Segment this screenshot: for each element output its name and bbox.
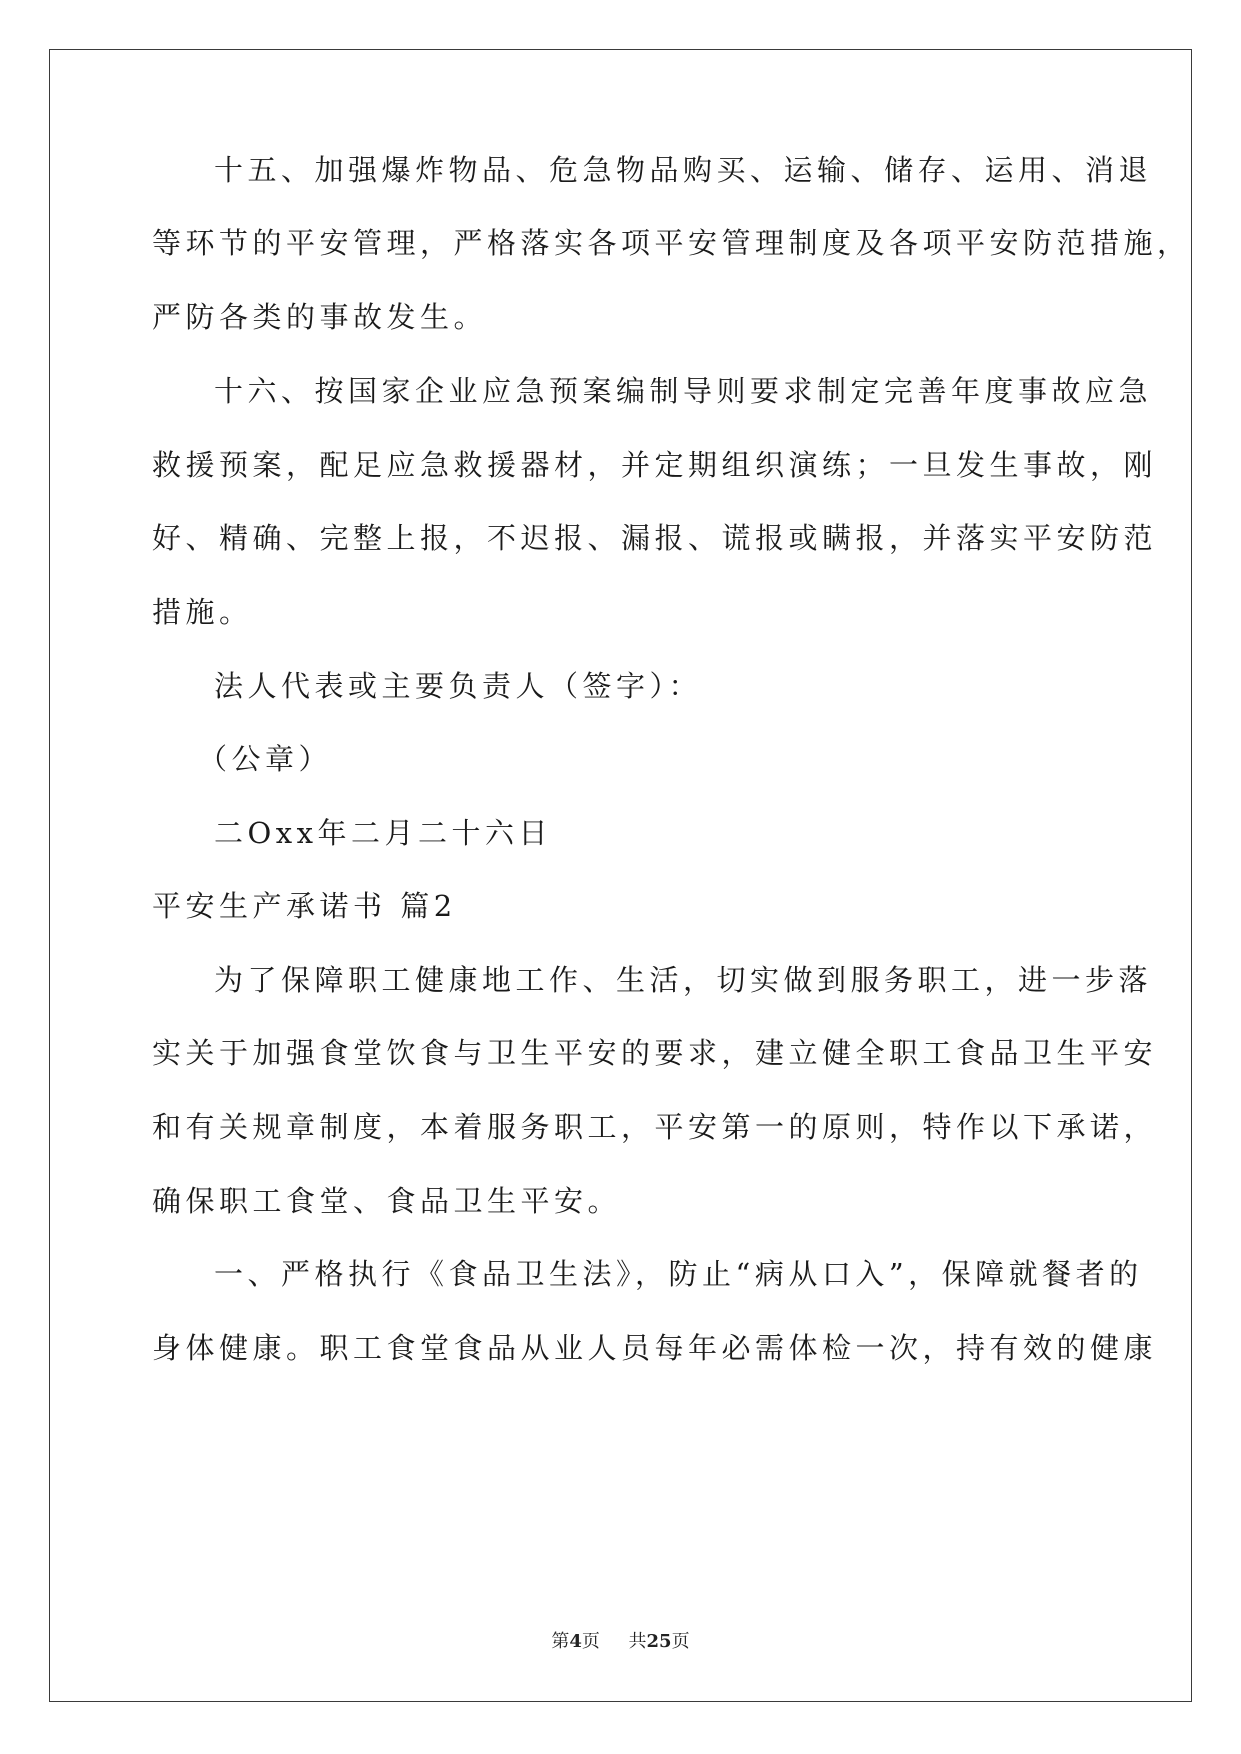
section-heading: 平安生产承诺书 篇2 [152, 889, 457, 923]
paragraph-line: 十五、加强爆炸物品、危急物品购买、运输、储存、运用、消退 [214, 153, 1153, 187]
page-number: 4 [569, 1631, 582, 1652]
total-prefix: 共 [628, 1631, 647, 1652]
page-suffix: 页 [581, 1631, 600, 1652]
paragraph-line: 严防各类的事故发生。 [152, 300, 488, 334]
paragraph-line: 身体健康。职工食堂食品从业人员每年必需体检一次，持有效的健康 [152, 1331, 1158, 1365]
paragraph-line: 救援预案，配足应急救援器材，并定期组织演练；一旦发生事故，刚 [152, 448, 1158, 482]
paragraph-line: 等环节的平安管理，严格落实各项平安管理制度及各项平安防范措施， [152, 226, 1191, 260]
paragraph-line: 确保职工食堂、食品卫生平安。 [152, 1184, 622, 1218]
paragraph-line: 为了保障职工健康地工作、生活，切实做到服务职工，进一步落 [214, 963, 1153, 997]
paragraph-line: 好、精确、完整上报，不迟报、漏报、谎报或瞒报，并落实平安防范 [152, 521, 1158, 555]
total-pages: 25 [646, 1631, 672, 1652]
seal-label: （公章） [198, 742, 333, 776]
paragraph-line: 措施。 [152, 595, 253, 629]
paragraph-line: 一、严格执行《食品卫生法》，防止“病从口入”，保障就餐者的 [214, 1257, 1143, 1291]
total-suffix: 页 [671, 1631, 690, 1652]
paragraph-line: 实关于加强食堂饮食与卫生平安的要求，建立健全职工食品卫生平安 [152, 1036, 1158, 1070]
signature-label: 法人代表或主要负责人（签字）： [214, 669, 703, 703]
paragraph-line: 和有关规章制度，本着服务职工，平安第一的原则，特作以下承诺， [152, 1110, 1158, 1144]
date-line: 二Oxx年二月二十六日 [214, 816, 552, 850]
page-footer [0, 1627, 1241, 1653]
paragraph-line: 十六、按国家企业应急预案编制导则要求制定完善年度事故应急 [214, 374, 1153, 408]
page-prefix: 第 [551, 1631, 570, 1652]
